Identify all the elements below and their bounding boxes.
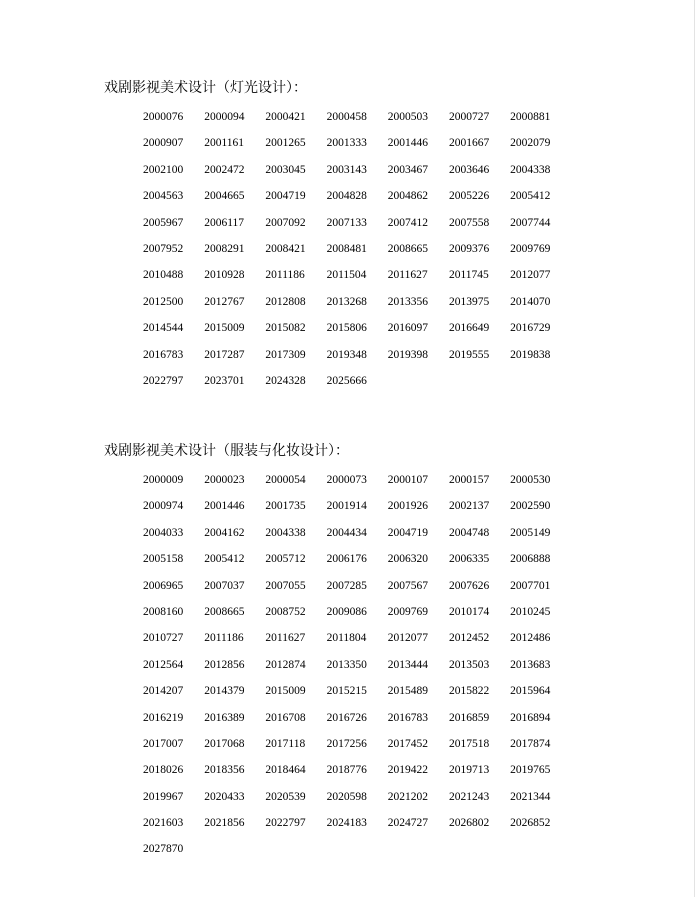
admission-number: 2007037	[204, 579, 245, 592]
admission-number: 2007567	[387, 579, 428, 592]
admission-number: 2009769	[387, 605, 428, 618]
admission-number: 2019422	[387, 764, 428, 777]
page-edge-divider	[694, 0, 695, 897]
admission-number: 2024183	[326, 817, 367, 830]
admission-number: 2002100	[143, 163, 184, 176]
admission-number: 2017518	[448, 737, 490, 750]
admission-number: 2011745	[448, 269, 489, 282]
admission-number: 2017309	[265, 348, 306, 361]
admission-number: 2015489	[387, 685, 428, 698]
admission-number: 2016859	[448, 711, 490, 724]
admission-number: 2004862	[387, 190, 428, 203]
admission-number: 2013444	[387, 658, 428, 671]
admission-number: 2004338	[510, 163, 551, 176]
admission-number: 2004434	[326, 526, 367, 539]
admission-number: 2012767	[204, 295, 245, 308]
admission-number: 2016729	[510, 322, 551, 335]
admission-number: 2014379	[204, 685, 245, 698]
admission-number: 2020433	[204, 790, 245, 803]
admission-number: 2000974	[143, 500, 184, 513]
admission-number: 2010245	[510, 605, 551, 618]
admission-number: 2016783	[143, 348, 184, 361]
admission-number: 2007558	[448, 216, 490, 229]
admission-number: 2007701	[510, 579, 551, 592]
admission-number: 2007626	[448, 579, 490, 592]
admission-number: 2011186	[265, 269, 305, 282]
admission-number: 2018776	[326, 764, 367, 777]
admission-number: 2011627	[387, 269, 428, 282]
admission-number: 2002137	[448, 500, 490, 513]
admission-number: 2019348	[326, 348, 367, 361]
admission-number: 2010174	[448, 605, 490, 618]
admission-number: 2022797	[265, 817, 306, 830]
admission-number: 2015215	[326, 685, 367, 698]
admission-number: 2023701	[204, 374, 245, 387]
admission-number: 2006320	[387, 553, 428, 566]
admission-number: 2014207	[143, 685, 184, 698]
admission-number: 2001914	[326, 500, 367, 513]
admission-number: 2016726	[326, 711, 367, 724]
admission-number: 2000009	[143, 474, 184, 486]
admission-number: 2004338	[265, 526, 306, 539]
admission-number: 2019967	[143, 790, 184, 803]
admission-number: 2004563	[143, 190, 184, 203]
admission-number: 2001161	[204, 137, 245, 150]
admission-number: 2008481	[326, 242, 367, 255]
admission-number: 2008291	[204, 242, 245, 255]
admission-number: 2024727	[387, 817, 428, 830]
section-title: 戏剧影视美术设计（灯光设计）：	[104, 81, 307, 96]
admission-number: 2015964	[510, 685, 551, 698]
admission-number: 2005967	[143, 216, 184, 229]
admission-number: 2009086	[326, 605, 367, 618]
admission-number: 2013503	[448, 658, 490, 671]
admission-number: 2000530	[510, 474, 551, 486]
admission-number: 2020539	[265, 790, 306, 803]
admission-number: 2003467	[387, 163, 428, 176]
admission-number: 2016783	[387, 711, 428, 724]
admission-number: 2016708	[265, 711, 306, 724]
admission-number: 2000458	[326, 111, 367, 123]
admission-number: 2000157	[448, 474, 490, 486]
admission-number: 2006335	[448, 553, 490, 566]
admission-number: 2021202	[387, 790, 428, 803]
admission-number: 2019838	[510, 348, 551, 361]
admission-number: 2007055	[265, 579, 306, 592]
admission-number: 2007092	[265, 216, 306, 229]
admission-number: 2017452	[387, 737, 428, 750]
admission-number: 2007133	[326, 216, 367, 229]
admission-number: 2015082	[265, 322, 306, 335]
admission-number: 2000107	[387, 474, 428, 486]
admission-number: 2004828	[326, 190, 367, 203]
admission-number: 2010727	[143, 632, 184, 645]
admission-number: 2000023	[204, 474, 245, 486]
admission-number: 2026852	[510, 817, 551, 830]
admission-number: 2010488	[143, 269, 184, 282]
admission-number: 2019765	[510, 764, 551, 777]
admission-number: 2021603	[143, 817, 184, 830]
admission-number: 2008752	[265, 605, 306, 618]
admission-number: 2001446	[204, 500, 245, 513]
admission-number: 2012856	[204, 658, 245, 671]
admission-number: 2000094	[204, 111, 245, 123]
admission-number: 2017068	[204, 737, 245, 750]
admission-number: 2008160	[143, 605, 184, 618]
admission-number: 2000907	[143, 137, 184, 150]
admission-number: 2001333	[326, 137, 367, 150]
admission-number: 2005712	[265, 553, 306, 566]
admission-number: 2004719	[265, 190, 306, 203]
admission-number: 2000881	[510, 111, 551, 123]
admission-number: 2007952	[143, 242, 184, 255]
admission-number: 2012077	[510, 269, 551, 282]
admission-number: 2013350	[326, 658, 367, 671]
admission-number: 2015806	[326, 322, 367, 335]
admission-number: 2016219	[143, 711, 184, 724]
admission-number: 2019555	[448, 348, 490, 361]
admission-number: 2019398	[387, 348, 428, 361]
admission-number: 2012808	[265, 295, 306, 308]
admission-number: 2015009	[265, 685, 306, 698]
admission-number: 2000503	[387, 111, 428, 123]
admission-number: 2017118	[265, 737, 306, 750]
admission-number-grid	[143, 110, 571, 400]
admission-number: 2017256	[326, 737, 367, 750]
admission-number: 2017287	[204, 348, 245, 361]
admission-number: 2000727	[448, 111, 490, 123]
admission-number: 2021856	[204, 817, 245, 830]
admission-number: 2024328	[265, 374, 306, 387]
admission-number: 2001735	[265, 500, 306, 513]
admission-number: 2006888	[510, 553, 551, 566]
admission-number: 2020598	[326, 790, 367, 803]
admission-number: 2000073	[326, 474, 367, 486]
admission-number: 2015009	[204, 322, 245, 335]
admission-number: 2005226	[448, 190, 490, 203]
admission-number: 2001926	[387, 500, 428, 513]
admission-number-grid	[143, 473, 571, 869]
admission-number: 2008665	[387, 242, 428, 255]
admission-number: 2018464	[265, 764, 306, 777]
admission-number: 2017874	[510, 737, 551, 750]
admission-number: 2011627	[265, 632, 306, 645]
admission-number: 2014544	[143, 322, 184, 335]
admission-number: 2002079	[510, 137, 551, 150]
admission-number: 2005158	[143, 553, 184, 566]
admission-number: 2006176	[326, 553, 367, 566]
admission-number: 2014070	[510, 295, 551, 308]
admission-number: 2012874	[265, 658, 306, 671]
admission-number: 2000421	[265, 111, 306, 123]
admission-number: 2003143	[326, 163, 367, 176]
admission-number: 2005149	[510, 526, 551, 539]
admission-number: 2025666	[326, 374, 367, 387]
admission-number: 2001265	[265, 137, 306, 150]
section-title: 戏剧影视美术设计（服装与化妆设计）：	[104, 444, 349, 459]
admission-number: 2004665	[204, 190, 245, 203]
admission-number: 2012452	[448, 632, 490, 645]
admission-number: 2021344	[510, 790, 551, 803]
admission-number: 2013683	[510, 658, 551, 671]
admission-number: 2022797	[143, 374, 184, 387]
admission-number: 2026802	[448, 817, 490, 830]
admission-number: 2005412	[204, 553, 245, 566]
admission-number: 2013268	[326, 295, 367, 308]
admission-number: 2018356	[204, 764, 245, 777]
admission-number: 2018026	[143, 764, 184, 777]
admission-number: 2004033	[143, 526, 184, 539]
admission-number: 2004162	[204, 526, 245, 539]
admission-number: 2027870	[143, 843, 184, 856]
admission-number: 2011186	[204, 632, 244, 645]
admission-number: 2021243	[448, 790, 490, 803]
admission-number: 2007412	[387, 216, 428, 229]
admission-number: 2001446	[387, 137, 428, 150]
admission-number: 2016389	[204, 711, 245, 724]
admission-number: 2013356	[387, 295, 428, 308]
admission-number: 2004719	[387, 526, 428, 539]
admission-number: 2012077	[387, 632, 428, 645]
admission-number: 2009376	[448, 242, 490, 255]
admission-number: 2003646	[448, 163, 490, 176]
admission-number: 2002472	[204, 163, 245, 176]
admission-number: 2011504	[326, 269, 367, 282]
admission-number: 2008665	[204, 605, 245, 618]
admission-number: 2000076	[143, 111, 184, 123]
admission-number: 2010928	[204, 269, 245, 282]
admission-number: 2016894	[510, 711, 551, 724]
admission-number: 2006965	[143, 579, 184, 592]
admission-number: 2017007	[143, 737, 184, 750]
admission-number: 2002590	[510, 500, 551, 513]
admission-number: 2015822	[448, 685, 490, 698]
admission-number: 2019713	[448, 764, 490, 777]
admission-number: 2016649	[448, 322, 490, 335]
admission-number: 2016097	[387, 322, 428, 335]
admission-number: 2007744	[510, 216, 551, 229]
admission-number: 2011804	[326, 632, 367, 645]
admission-number: 2004748	[448, 526, 490, 539]
admission-number: 2013975	[448, 295, 490, 308]
admission-number: 2001667	[448, 137, 490, 150]
admission-number: 2009769	[510, 242, 551, 255]
admission-number: 2012486	[510, 632, 551, 645]
admission-number: 2007285	[326, 579, 367, 592]
admission-number: 2005412	[510, 190, 551, 203]
admission-number: 2006117	[204, 216, 245, 229]
admission-number: 2003045	[265, 163, 306, 176]
admission-number: 2012564	[143, 658, 184, 671]
admission-number: 2000054	[265, 474, 306, 486]
admission-number: 2012500	[143, 295, 184, 308]
admission-number: 2008421	[265, 242, 306, 255]
